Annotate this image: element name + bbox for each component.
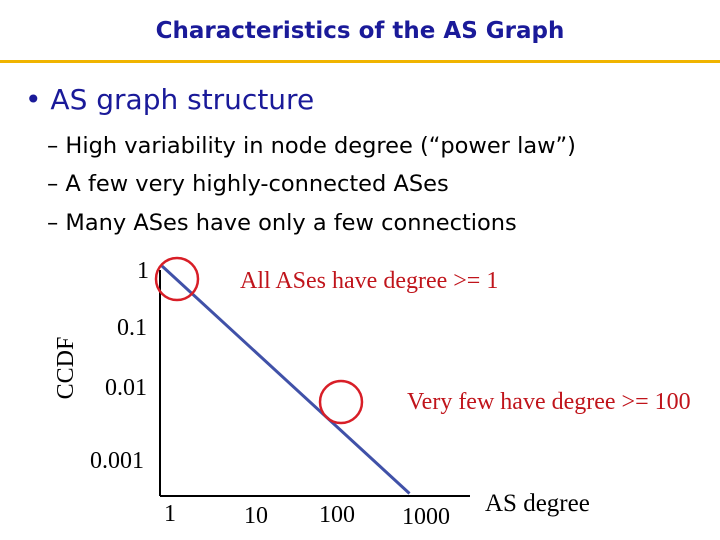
- y-tick-label: 1: [137, 258, 149, 284]
- annotation-all-ases: All ASes have degree >= 1: [240, 268, 499, 294]
- annotation-very-few: Very few have degree >= 100: [407, 389, 691, 415]
- highlight-circle: [320, 381, 362, 423]
- slide-title: Characteristics of the AS Graph: [155, 18, 565, 44]
- y-tick-label: 0.1: [117, 315, 147, 341]
- x-axis-label: AS degree: [485, 490, 590, 517]
- y-tick-label: 0.001: [90, 448, 144, 474]
- x-tick-label: 1: [164, 501, 176, 527]
- x-tick-label: 10: [244, 503, 268, 529]
- ccdf-series-line: [162, 266, 410, 493]
- x-tick-label: 1000: [402, 504, 450, 530]
- bullet-as-graph-structure: • AS graph structure: [25, 83, 315, 116]
- y-tick-label: 0.01: [105, 375, 147, 401]
- y-axis-label: CCDF: [53, 336, 79, 400]
- x-tick-label: 100: [319, 502, 355, 528]
- subbullet-high-variability: – High variability in node degree (“power law”): [47, 133, 576, 159]
- subbullet-highly-connected: – A few very highly-connected ASes: [47, 171, 449, 197]
- subbullet-few-connections: – Many ASes have only a few connections: [47, 210, 517, 236]
